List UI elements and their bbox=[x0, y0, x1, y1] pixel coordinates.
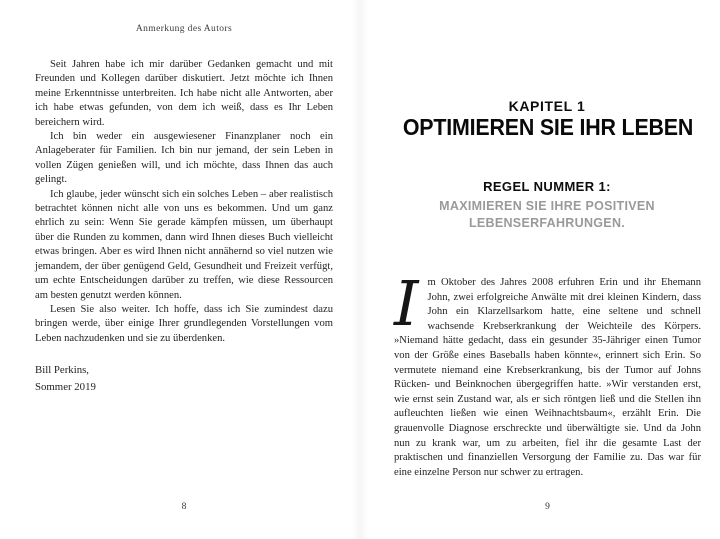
rule-subtitle-line1: MAXIMIEREN SIE IHRE POSITIVEN bbox=[439, 199, 655, 213]
page-number-left: 8 bbox=[181, 502, 187, 512]
paragraph: Seit Jahren habe ich mir darüber Gedanken gemacht und mit Freunden und Kollegen darüber diskutiert. Jetzt möchte ich Ihnen meine Erkenntnisse unterbreiten. Ich habe nicht alle Antworten, aber ich habe etwas gefunden, von dem ich weiß, dass es Ihr Leben bereichern wird. bbox=[35, 59, 333, 128]
drop-cap: I bbox=[394, 267, 419, 340]
right-page-body bbox=[394, 267, 701, 480]
rule-subtitle-line2: LEBENSERFAHRUNGEN. bbox=[468, 216, 626, 230]
running-header: Anmerkung des Autors bbox=[135, 24, 233, 34]
paragraph: Ich bin weder ein ausgewiesener Finanzplaner noch ein Anlageberater für Familien. Ich bin nur jemand, der sein Leben in vollen Zügen genießen will, und ich möchte, dass Ihnen das auch gelingt. bbox=[35, 131, 333, 186]
rule-subtitle bbox=[392, 198, 702, 232]
author-signature bbox=[35, 362, 333, 396]
left-page-body bbox=[35, 58, 333, 396]
page-number-right: 9 bbox=[545, 502, 550, 512]
paragraph: Ich glaube, jeder wünscht sich ein solches Leben – aber realistisch betrachtet können nicht alle von uns es bekommen. Und um ganz ehrlich zu sein: Wenn Sie gerade kämpfen müssen, um überhaupt über die Runden zu kommen, dann wird Ihnen dieses Buch vielleicht etwas bringen. Aber es wird Ihnen nicht annähernd so viel nutzen wie jemandem, der über genügend Geld, Gesundheit und Freizeit verfügt, um echte Entscheidungen darüber zu treffen, wie diese Ressourcen am besten genutzt werden können. bbox=[35, 188, 333, 301]
signature-date: Sommer 2019 bbox=[35, 381, 96, 394]
chapter-title: OPTIMIEREN SIE IHR LEBEN bbox=[402, 114, 694, 140]
signature-name: Bill Perkins, bbox=[35, 364, 89, 377]
chapter-kicker: KAPITEL 1 bbox=[508, 98, 586, 114]
page-gutter bbox=[351, 0, 369, 539]
body-text: m Oktober des Jahres 2008 erfuhren Erin und ihr Ehemann John, zwei erfolgreiche Anwälte mit drei kleinen Kindern, dass John ein Klarzellsarkom hatte, eine seltene und schnell wachsende Krebserkrankung der Weichteile des Körpers. »Niemand hätte gedacht, dass ein gesunder 35-Jähriger einen Tumor von der Größe eines Baseballs haben könnte«, erinnert sich Erin. So vermutete niemand eine Krebserkrankung, bis der Tumor auf Johns Rücken- und Beinknochen übergegriffen hatte. »Wir verstanden erst, wie ernst sein Zustand war, als er sich röntgen ließ und die Stellen ihn aufleuchten ließen wie einen Weihnachtsbaum«, erzählt Erin. Die grauenvolle Diagnose erschreckte und überwältigte sie. Und da John nun zu krank war, um zu arbeiten, fiel ihr die gesamte Last der praktischen und finanziellen Versorgung der Familie zu. Das war für eine einzelne Person nur schwer zu ertragen. bbox=[394, 277, 701, 478]
paragraph: Lesen Sie also weiter. Ich hoffe, dass ich Sie zumindest dazu bringen werde, über einige Ihrer grundlegenden Vorstellungen vom Leben nachzudenken und sie zu überdenken. bbox=[35, 303, 333, 344]
rule-label: REGEL NUMMER 1: bbox=[483, 179, 611, 194]
